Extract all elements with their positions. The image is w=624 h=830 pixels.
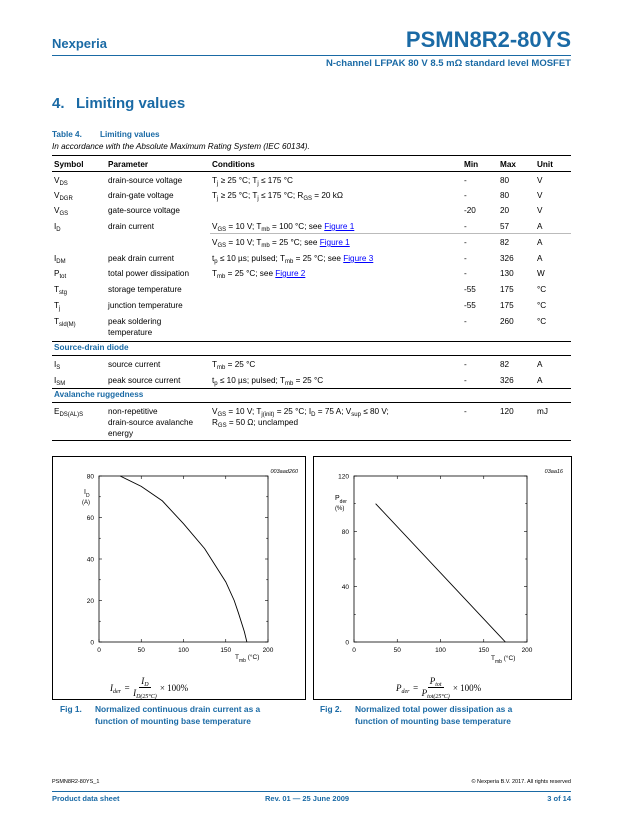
group-heading-avalanche: Avalanche ruggedness [54, 390, 144, 399]
row-unit: A [537, 254, 543, 263]
figure-1-link[interactable]: Figure 1 [319, 238, 350, 247]
row-parameter: storage temperature [108, 285, 182, 294]
row-conditions: $t_p \le 10$ µs; pulsed; $T_{mb} = 25$ °C; see Figure 3 [212, 254, 374, 265]
row-min: - [464, 407, 467, 416]
row-min: - [464, 254, 467, 263]
figure-ref: 003aad260 [270, 469, 298, 475]
row-unit: V [537, 206, 543, 215]
x-tick-label: 200 [262, 647, 274, 654]
x-tick-label: 100 [435, 647, 446, 654]
figure-2-link[interactable]: Figure 2 [275, 269, 306, 278]
y-tick-label: 80 [86, 473, 94, 481]
row-unit: V [537, 176, 543, 185]
group-rule [52, 355, 571, 356]
row-unit: °C [537, 301, 547, 310]
x-tick-label: 50 [137, 647, 145, 654]
row-unit: W [537, 269, 545, 278]
document-subtitle: N-channel LFPAK 80 V 8.5 mΩ standard level MOSFET [325, 58, 571, 69]
figure-3-link[interactable]: Figure 3 [343, 254, 374, 263]
row-conditions: $T_{mb} = 25$ °C [212, 360, 256, 371]
header-rule [52, 55, 571, 56]
figure-2-chart [313, 456, 572, 700]
figure-2-caption: Fig 2. Normalized total power dissipation as a [320, 704, 513, 714]
row-symbol: $I_S$ [54, 360, 61, 371]
row-symbol: $T_{stg}$ [54, 285, 68, 296]
row-unit: A [537, 376, 543, 385]
header-max: Max [500, 160, 516, 169]
row-min: -20 [464, 206, 476, 215]
header-bottom-rule [52, 171, 571, 172]
series-line [120, 476, 247, 642]
footer-revision: Rev. 01 — 25 June 2009 [265, 794, 350, 803]
row-parameter: gate-source voltage [108, 206, 180, 215]
row-max: 80 [500, 176, 510, 185]
row-min: - [464, 376, 467, 385]
row-max: 326 [500, 376, 514, 385]
row-min: -55 [464, 285, 476, 294]
row-min: - [464, 317, 467, 326]
row-max: 120 [500, 407, 514, 416]
section-number: 4. [52, 95, 65, 112]
x-tick-label: 200 [521, 647, 533, 654]
y-tick-label: 0 [90, 639, 94, 647]
group-rule [52, 388, 571, 389]
row-symbol: $T_{sld(M)}$ [54, 317, 76, 328]
row-max: 82 [500, 238, 510, 247]
row-min: - [464, 360, 467, 369]
x-tick-label: 150 [478, 647, 490, 654]
row-max: 82 [500, 360, 510, 369]
row-conditions: $t_p \le 10$ µs; pulsed; $T_{mb} = 25$ °C [212, 376, 324, 387]
row-unit: A [537, 238, 543, 247]
row-unit: V [537, 191, 543, 200]
figure-1-formula: $I_{der}$ = $\frac{I_D}{I_{D(25^\circ C)}}$ × 100% [110, 676, 189, 700]
y-tick-label: 20 [86, 598, 94, 605]
row-max: 57 [500, 222, 510, 231]
part-number: PSMN8R2-80YS [405, 27, 571, 52]
y-tick-label: 60 [86, 515, 94, 522]
table-caption-number: Table 4. [52, 130, 82, 139]
axis-xlabel: $T_{mb}$ (°C) [235, 654, 260, 664]
row-max: 20 [500, 206, 510, 215]
row-parameter: peak source current [108, 376, 181, 385]
header-symbol: Symbol [54, 160, 84, 169]
axis-ylabel: $P_{der}$ [335, 495, 347, 505]
row-min: - [464, 269, 467, 278]
brand-name: Nexperia [52, 36, 107, 51]
row-parameter: total power dissipation [108, 269, 190, 278]
axis-ylabel: $I_D$ [84, 489, 90, 499]
series-line [376, 504, 506, 642]
row-parameter: junction temperature [108, 301, 183, 310]
row-min: -55 [464, 301, 476, 310]
row-conditions-cont: $R_{GS} = 50$ Ω; unclamped [212, 418, 299, 429]
row-min: - [464, 238, 467, 247]
table-top-rule [52, 155, 571, 156]
section-title-text: Limiting values [76, 95, 186, 112]
y-tick-label: 80 [341, 528, 349, 536]
row-parameter: non-repetitive [108, 407, 158, 416]
row-conditions: $V_{GS} = 10$ V; $T_{mb} = 25$ °C; see Figure 1 [212, 238, 350, 249]
x-tick-label: 0 [352, 647, 356, 654]
plot-frame [354, 476, 527, 642]
row-symbol: $V_{DS}$ [54, 176, 68, 187]
figure-1-chart [52, 456, 306, 700]
row-unit: A [537, 222, 543, 231]
row-symbol: $P_{tot}$ [54, 269, 67, 280]
table-caption-title: Limiting values [100, 130, 160, 139]
x-tick-label: 50 [393, 647, 401, 654]
row-conditions: $T_j \ge 25$ °C; $T_j \le 175$ °C [212, 176, 293, 187]
row-symbol: $T_j$ [54, 301, 61, 312]
axis-yunit: (%) [335, 506, 345, 512]
header-min: Min [464, 160, 479, 169]
group-heading-source-drain: Source-drain diode [54, 343, 129, 352]
y-tick-label: 0 [345, 639, 349, 647]
row-conditions: $V_{GS} = 10$ V; $T_{mb} = 100$ °C; see Figure 1 [212, 222, 355, 233]
figure-1-caption: Fig 1. Normalized continuous drain current as a [60, 704, 261, 714]
row-conditions: $T_j \ge 25$ °C; $T_j \le 175$ °C; $R_{GS} = 20$ kΩ [212, 191, 343, 202]
table-bottom-rule [52, 440, 571, 441]
plot-frame [99, 476, 268, 642]
table-caption [52, 130, 160, 139]
row-symbol: $I_{DM}$ [54, 254, 66, 265]
row-unit: mJ [537, 407, 548, 416]
section-title [52, 95, 185, 112]
header-conditions: Conditions [212, 160, 255, 169]
row-symbol: $V_{DGR}$ [54, 191, 73, 202]
row-unit: °C [537, 317, 547, 326]
row-unit: A [537, 360, 543, 369]
footer-doc-type: Product data sheet [52, 794, 120, 803]
row-conditions: $T_{mb} = 25$ °C; see Figure 2 [212, 269, 306, 280]
header-parameter: Parameter [108, 160, 149, 169]
group-rule [52, 341, 571, 342]
footer-doc-id: PSMN8R2-80YS_1 [52, 779, 100, 785]
y-tick-label: 120 [338, 473, 349, 481]
row-max: 130 [500, 269, 514, 278]
row-min: - [464, 191, 467, 200]
row-max: 80 [500, 191, 510, 200]
figure-1-caption-cont: function of mounting base temperature [95, 716, 251, 726]
row-symbol: $V_{GS}$ [54, 206, 69, 217]
table-note: In accordance with the Absolute Maximum Rating System (IEC 60134). [52, 142, 310, 151]
row-parameter: peak drain current [108, 254, 174, 263]
row-max: 326 [500, 254, 514, 263]
row-max: 260 [500, 317, 514, 326]
footer-rule [52, 791, 571, 792]
x-tick-label: 150 [220, 647, 232, 654]
row-parameter: source current [108, 360, 161, 369]
footer-page: 3 of 14 [547, 794, 571, 803]
axis-xlabel: $T_{mb}$ (°C) [491, 655, 516, 665]
y-tick-label: 40 [341, 584, 349, 592]
figure-ref: 03aa16 [544, 469, 563, 475]
x-tick-label: 0 [97, 647, 101, 654]
row-max: 175 [500, 285, 514, 294]
row-symbol: $I_{SM}$ [54, 376, 66, 387]
row-parameter-cont: energy [108, 429, 134, 438]
row-max: 175 [500, 301, 514, 310]
row-parameter: drain-source voltage [108, 176, 183, 185]
axis-yunit: (A) [82, 500, 90, 506]
row-min: - [464, 176, 467, 185]
y-tick-label: 40 [86, 556, 94, 564]
row-min: - [464, 222, 467, 231]
figure-1-link[interactable]: Figure 1 [324, 222, 355, 231]
footer-copyright: © Nexperia B.V. 2017. All rights reserved [471, 779, 571, 785]
figure-2-formula: $P_{der}$ = $P_{tot}$ $P_{tot(25^\circ C)}$ × 100% [396, 676, 482, 700]
group-rule [52, 402, 571, 403]
row-parameter: peak soldering [108, 317, 162, 326]
row-divider [210, 233, 571, 234]
figure-2-caption-cont: function of mounting base temperature [355, 716, 511, 726]
row-parameter-cont: drain-source avalanche [108, 418, 194, 427]
x-tick-label: 100 [178, 647, 189, 654]
row-symbol: $E_{DS(AL)S}$ [54, 407, 84, 418]
header-unit: Unit [537, 160, 553, 169]
row-symbol: $I_D$ [54, 222, 61, 233]
row-parameter: drain current [108, 222, 154, 231]
row-conditions: $V_{GS} = 10$ V; $T_{j(init)} = 25$ °C; $I_D = 75$ A; $V_{sup} \le 80$ V; [212, 407, 389, 418]
row-unit: °C [537, 285, 547, 294]
row-parameter: drain-gate voltage [108, 191, 174, 200]
row-parameter-cont: temperature [108, 328, 153, 337]
